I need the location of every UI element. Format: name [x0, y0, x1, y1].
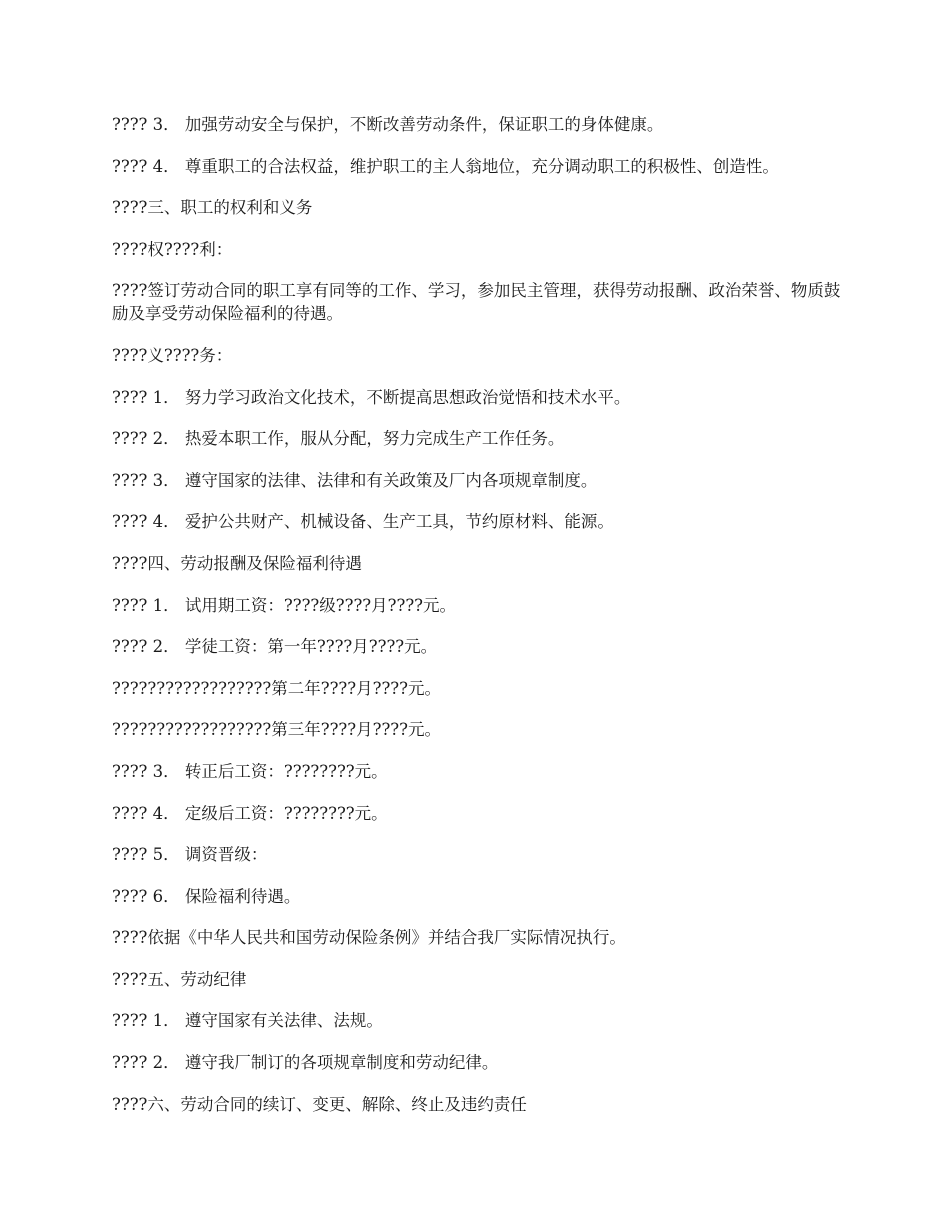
pay-item-2-year-2: ??????????????????第二年????月????元。	[112, 678, 442, 698]
duty-item-4: ???? 4． 爱护公共财产、机械设备、生产工具，节约原材料、能源。	[112, 512, 614, 532]
pay-item-6: ???? 6． 保险福利待遇。	[112, 886, 301, 906]
section-heading-pay-benefits: ????四、劳动报酬及保险福利待遇	[112, 553, 362, 573]
pay-item-4: ???? 4． 定级后工资：????????元。	[112, 803, 388, 823]
paragraph-rights-body: ????签订劳动合同的职工享有同等的工作、学习，参加民主管理，获得劳动报酬、政治荣誉、物质鼓励及享受劳动保险福利的待遇。	[112, 281, 841, 324]
section-heading-discipline: ????五、劳动纪律	[112, 969, 247, 989]
pay-item-1: ???? 1． 试用期工资：????级????月????元。	[112, 595, 457, 615]
document-body	[112, 113, 850, 1134]
paragraph-insurance-basis: ????依据《中华人民共和国劳动保险条例》并结合我厂实际情况执行。	[112, 928, 626, 948]
paragraph-item-4: ???? 4． 尊重职工的合法权益，维护职工的主人翁地位，充分调动职工的积极性、创造性。	[112, 156, 779, 176]
pay-item-2: ???? 2． 学徒工资：第一年????月????元。	[112, 637, 438, 657]
duty-item-1: ???? 1． 努力学习政治文化技术，不断提高思想政治觉悟和技术水平。	[112, 387, 631, 407]
pay-item-5: ???? 5． 调资晋级：	[112, 845, 268, 865]
section-heading-contract-changes: ????六、劳动合同的续订、变更、解除、终止及违约责任	[112, 1094, 527, 1114]
discipline-item-2: ???? 2． 遵守我厂制订的各项规章制度和劳动纪律。	[112, 1053, 499, 1073]
discipline-item-1: ???? 1． 遵守国家有关法律、法规。	[112, 1011, 383, 1031]
pay-item-3: ???? 3． 转正后工资：????????元。	[112, 761, 388, 781]
paragraph-item-3: ???? 3． 加强劳动安全与保护，不断改善劳动条件，保证职工的身体健康。	[112, 115, 664, 134]
pay-item-2-year-3: ??????????????????第三年????月????元。	[112, 720, 442, 740]
section-heading-rights-duties: ????三、职工的权利和义务	[112, 198, 313, 218]
subheading-duties: ????义????务：	[112, 345, 233, 365]
duty-item-2: ???? 2． 热爱本职工作，服从分配，努力完成生产工作任务。	[112, 429, 565, 449]
subheading-rights: ????权????利：	[112, 239, 233, 259]
duty-item-3: ???? 3． 遵守国家的法律、法律和有关政策及厂内各项规章制度。	[112, 470, 598, 490]
